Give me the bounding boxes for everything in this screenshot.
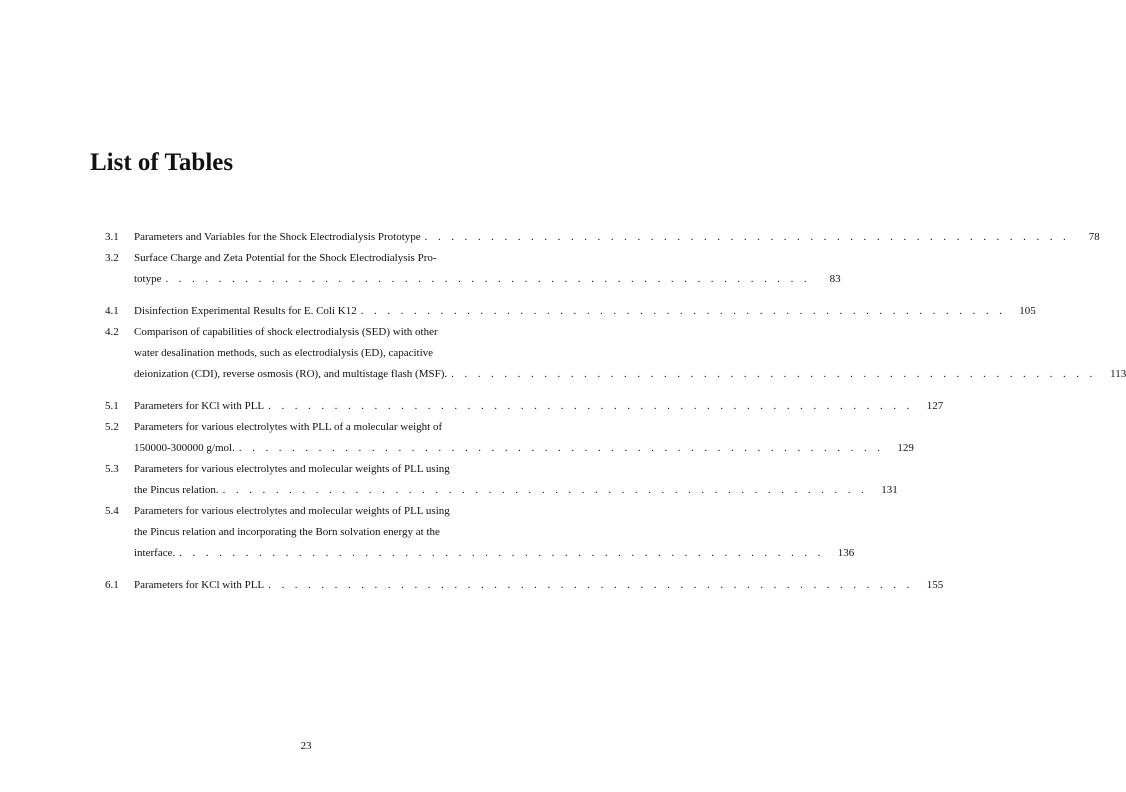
page-reference[interactable]: 113 <box>1110 368 1126 380</box>
dot-leader: . . . . . . . . . . . . . . . . . . . . . . . . . . . . . . . . . . . . . . . . . . . . . . . . . <box>165 273 811 285</box>
caption-text: totype <box>134 273 162 285</box>
table-caption <box>134 396 943 417</box>
caption-final-line <box>134 575 943 596</box>
dot-leader: . . . . . . . . . . . . . . . . . . . . . . . . . . . . . . . . . . . . . . . . . . . . . . . . . <box>451 368 1097 380</box>
chapter-group <box>105 575 944 596</box>
page-reference[interactable]: 105 <box>1019 305 1036 317</box>
caption-final-line <box>134 480 898 501</box>
chapter-group <box>105 227 1100 290</box>
table-caption <box>134 248 841 290</box>
table-entry[interactable] <box>105 501 855 564</box>
caption-line: the Pincus relation and incorporating the Born solvation energy at the <box>134 526 440 538</box>
table-entry[interactable] <box>105 322 1126 385</box>
list-of-tables <box>105 227 1126 607</box>
page-reference[interactable]: 129 <box>897 442 914 454</box>
caption-final-line <box>134 438 914 459</box>
caption-final-line <box>134 269 841 290</box>
caption-text: interface. <box>134 547 176 559</box>
page-reference[interactable]: 155 <box>926 579 944 591</box>
dot-leader: . . . . . . . . . . . . . . . . . . . . . . . . . . . . . . . . . . . . . . . . . . . . . . . . . <box>424 231 1070 243</box>
caption-final-line <box>134 301 1036 322</box>
table-number: 5.4 <box>105 505 119 517</box>
caption-final-line <box>134 364 1126 385</box>
chapter-group <box>105 301 1126 385</box>
caption-text: Disinfection Experimental Results for E. Coli K12 <box>134 305 357 317</box>
caption-text: Parameters for KCl with PLL <box>134 579 265 591</box>
dot-leader: . . . . . . . . . . . . . . . . . . . . . . . . . . . . . . . . . . . . . . . . . . . . . . . . . <box>360 305 1006 317</box>
caption-line: Comparison of capabilities of shock electrodialysis (SED) with other <box>134 326 438 338</box>
dot-leader: . . . . . . . . . . . . . . . . . . . . . . . . . . . . . . . . . . . . . . . . . . . . . . . . . <box>268 400 914 412</box>
caption-line: Parameters for various electrolytes and molecular weights of PLL using <box>134 505 450 517</box>
page-reference[interactable]: 136 <box>837 547 855 559</box>
table-number: 5.3 <box>105 463 119 475</box>
caption-text: the Pincus relation. <box>134 484 219 496</box>
page-reference[interactable]: 83 <box>829 273 841 285</box>
caption-line: Parameters for various electrolytes with PLL of a molecular weight of <box>134 421 443 433</box>
dot-leader: . . . . . . . . . . . . . . . . . . . . . . . . . . . . . . . . . . . . . . . . . . . . . . . . . <box>268 579 914 591</box>
table-number: 4.1 <box>105 305 119 317</box>
page-reference[interactable]: 131 <box>881 484 898 496</box>
caption-text: Parameters and Variables for the Shock Electrodialysis Prototype <box>134 231 421 243</box>
caption-text: Parameters for KCl with PLL <box>134 400 265 412</box>
dot-leader: . . . . . . . . . . . . . . . . . . . . . . . . . . . . . . . . . . . . . . . . . . . . . . . . . <box>179 547 825 559</box>
table-entry[interactable] <box>105 459 898 501</box>
table-entry[interactable] <box>105 417 914 459</box>
caption-line: Parameters for various electrolytes and molecular weights of PLL using <box>134 463 450 475</box>
table-number: 3.1 <box>105 231 119 243</box>
table-number: 4.2 <box>105 326 119 338</box>
caption-text: deionization (CDI), reverse osmosis (RO), and multistage flash (MSF). <box>134 368 448 380</box>
table-caption <box>134 227 1100 248</box>
table-caption <box>134 301 1036 322</box>
table-caption <box>134 501 854 564</box>
caption-line: Surface Charge and Zeta Potential for the Shock Electrodialysis Pro- <box>134 252 437 264</box>
table-entry[interactable] <box>105 301 1036 322</box>
table-number: 3.2 <box>105 252 119 264</box>
table-caption <box>134 575 943 596</box>
table-caption <box>134 459 898 501</box>
caption-text: 150000-300000 g/mol. <box>134 442 235 454</box>
page-number: 23 <box>300 740 312 752</box>
page-title: List of Tables <box>90 149 234 176</box>
table-number: 6.1 <box>105 579 119 591</box>
table-entry[interactable] <box>105 396 944 417</box>
caption-final-line <box>134 396 943 417</box>
dot-leader: . . . . . . . . . . . . . . . . . . . . . . . . . . . . . . . . . . . . . . . . . . . . . . . . . <box>222 484 868 496</box>
table-caption <box>134 417 914 459</box>
caption-line: water desalination methods, such as electrodialysis (ED), capacitive <box>134 347 434 359</box>
table-entry[interactable] <box>105 575 944 596</box>
chapter-group <box>105 396 944 564</box>
dot-leader: . . . . . . . . . . . . . . . . . . . . . . . . . . . . . . . . . . . . . . . . . . . . . . . . . <box>238 442 884 454</box>
table-entry[interactable] <box>105 248 841 290</box>
table-caption <box>134 322 1126 385</box>
page-reference[interactable]: 127 <box>926 400 944 412</box>
table-entry[interactable] <box>105 227 1100 248</box>
caption-final-line <box>134 543 854 564</box>
table-number: 5.2 <box>105 421 119 433</box>
caption-final-line <box>134 227 1100 248</box>
page-reference[interactable]: 78 <box>1088 231 1100 243</box>
table-number: 5.1 <box>105 400 119 412</box>
